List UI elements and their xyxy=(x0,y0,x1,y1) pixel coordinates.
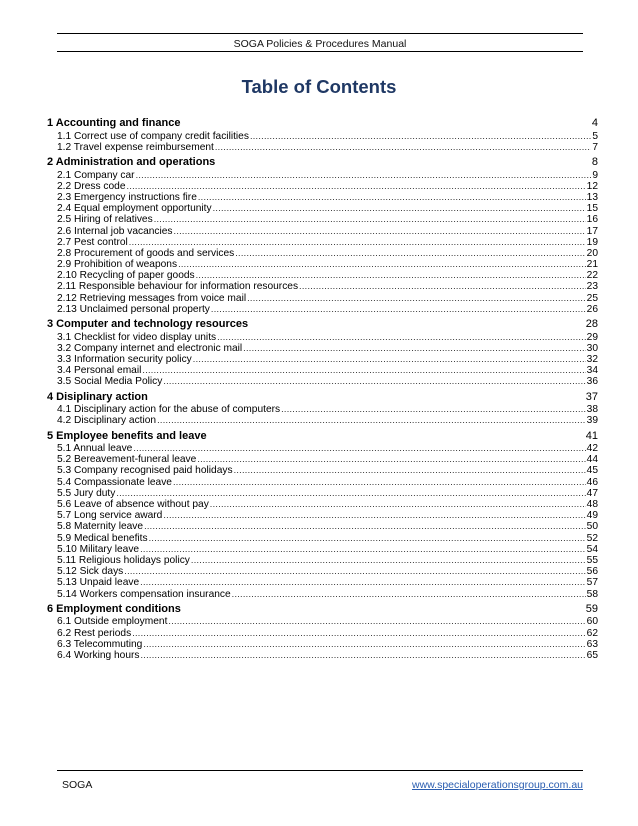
toc-entry-title: 3.1 Checklist for video display units xyxy=(57,331,217,343)
toc-entry-title: 6.1 Outside employment xyxy=(57,616,168,628)
toc-entry-title: 2.1 Company car xyxy=(57,169,135,181)
toc-entry-title: 5.13 Unpaid leave xyxy=(57,577,140,589)
toc-dot-leader xyxy=(247,293,586,304)
toc-section-title: 3 Computer and technology resources xyxy=(47,318,249,330)
toc-dot-leader xyxy=(281,404,586,415)
toc-entry-page: 36 xyxy=(586,376,598,388)
toc-dot-leader xyxy=(163,376,585,387)
toc-entry-title: 6.2 Rest periods xyxy=(57,627,132,639)
toc-entry-title: 5.12 Sick days xyxy=(57,566,124,578)
toc-dot-leader xyxy=(144,521,586,532)
toc-dot-leader xyxy=(299,281,586,292)
toc-entry-page: 26 xyxy=(586,303,598,315)
toc-entry[interactable] xyxy=(47,343,598,354)
toc-entry-title: 2.10 Recycling of paper goods xyxy=(57,270,195,282)
toc-entry-title: 2.11 Responsible behaviour for information resources xyxy=(57,281,299,293)
toc-entry[interactable] xyxy=(47,566,598,577)
toc-entry[interactable] xyxy=(47,376,598,387)
toc-dot-leader xyxy=(157,415,586,426)
toc-dot-leader xyxy=(235,248,585,259)
toc-entry-page: 49 xyxy=(586,510,598,522)
toc-entry-title: 2.12 Retrieving messages from voice mail xyxy=(57,292,247,304)
toc-entry-title: 5.2 Bereavement-funeral leave xyxy=(57,454,197,466)
toc-dot-leader xyxy=(140,577,586,588)
toc-entry-page: 21 xyxy=(586,259,598,271)
toc-entry-page: 60 xyxy=(586,616,598,628)
toc-entry[interactable] xyxy=(47,270,598,281)
toc-entry-page: 42 xyxy=(586,443,598,455)
toc-entry-title: 5.1 Annual leave xyxy=(57,443,133,455)
toc-entry-page: 34 xyxy=(586,365,598,377)
footer-company: SOGA xyxy=(62,779,93,791)
toc-entry[interactable] xyxy=(47,488,598,499)
toc-dot-leader xyxy=(141,650,586,661)
toc-entry[interactable] xyxy=(47,589,598,600)
toc-dot-leader xyxy=(215,142,591,153)
toc-section-heading[interactable] xyxy=(47,117,598,131)
toc-entry-title: 1.1 Correct use of company credit facilities xyxy=(57,130,249,142)
toc-section-page: 37 xyxy=(585,390,598,403)
toc-entry[interactable] xyxy=(47,477,598,488)
toc-dot-leader xyxy=(129,237,586,248)
toc-section-heading[interactable] xyxy=(47,391,598,405)
toc-entry-title: 6.3 Telecommuting xyxy=(57,638,143,650)
toc-dot-leader xyxy=(168,616,585,627)
toc-entry-page: 15 xyxy=(586,203,598,215)
table-of-contents xyxy=(47,117,598,661)
toc-entry-page: 45 xyxy=(586,465,598,477)
header-rule xyxy=(57,33,583,34)
toc-entry[interactable] xyxy=(47,226,598,237)
toc-entry[interactable] xyxy=(47,415,598,426)
toc-entry[interactable] xyxy=(47,354,598,365)
toc-dot-leader xyxy=(143,639,585,650)
toc-section-heading[interactable] xyxy=(47,430,598,444)
toc-dot-leader xyxy=(232,589,586,600)
toc-entry[interactable] xyxy=(47,248,598,259)
toc-entry[interactable] xyxy=(47,533,598,544)
toc-dot-leader xyxy=(217,332,586,343)
toc-entry[interactable] xyxy=(47,259,598,270)
toc-dot-leader xyxy=(133,443,585,454)
toc-entry-page: 65 xyxy=(586,649,598,661)
toc-dot-leader xyxy=(116,488,585,499)
toc-entry-title: 5.9 Medical benefits xyxy=(57,532,148,544)
toc-section-page: 8 xyxy=(591,155,598,168)
toc-dot-leader xyxy=(163,510,585,521)
toc-dot-leader xyxy=(174,226,586,237)
toc-entry-title: 5.7 Long service award xyxy=(57,510,163,522)
toc-entry-page: 29 xyxy=(586,331,598,343)
toc-entry-page: 47 xyxy=(586,487,598,499)
toc-dot-leader xyxy=(243,343,585,354)
toc-dot-leader xyxy=(127,181,586,192)
toc-entry-page: 54 xyxy=(586,543,598,555)
toc-entry-title: 4.1 Disciplinary action for the abuse of computers xyxy=(57,404,281,416)
toc-dot-leader xyxy=(132,628,585,639)
toc-entry-page: 16 xyxy=(586,214,598,226)
toc-entry[interactable] xyxy=(47,628,598,639)
toc-entry-page: 50 xyxy=(586,521,598,533)
toc-entry[interactable] xyxy=(47,544,598,555)
toc-entry[interactable] xyxy=(47,142,598,153)
toc-entry[interactable] xyxy=(47,304,598,315)
toc-entry[interactable] xyxy=(47,454,598,465)
toc-dot-leader xyxy=(149,533,586,544)
toc-section-page: 4 xyxy=(591,117,598,129)
toc-dot-leader xyxy=(124,566,585,577)
running-header: SOGA Policies & Procedures Manual xyxy=(233,38,407,50)
toc-entry-page: 57 xyxy=(586,577,598,589)
toc-dot-leader xyxy=(210,499,586,510)
toc-entry-page: 9 xyxy=(592,169,598,181)
toc-entry-page: 13 xyxy=(586,191,598,203)
toc-dot-leader xyxy=(250,131,591,142)
toc-entry[interactable] xyxy=(47,404,598,415)
toc-entry[interactable] xyxy=(47,510,598,521)
toc-entry-title: 4.2 Disciplinary action xyxy=(57,415,157,427)
toc-entry-title: 2.7 Pest control xyxy=(57,236,128,248)
toc-entry[interactable] xyxy=(47,555,598,566)
toc-entry-title: 5.3 Company recognised paid holidays xyxy=(57,465,233,477)
toc-entry[interactable] xyxy=(47,332,598,343)
toc-entry-title: 3.3 Information security policy xyxy=(57,353,192,365)
toc-entry[interactable] xyxy=(47,616,598,627)
toc-dot-leader xyxy=(136,170,592,181)
toc-entry-title: 3.4 Personal email xyxy=(57,365,142,377)
toc-entry[interactable] xyxy=(47,181,598,192)
toc-entry-page: 23 xyxy=(586,281,598,293)
toc-entry-title: 2.5 Hiring of relatives xyxy=(57,214,153,226)
toc-entry[interactable] xyxy=(47,443,598,454)
toc-entry[interactable] xyxy=(47,214,598,225)
toc-section-title: 5 Employee benefits and leave xyxy=(47,429,207,442)
toc-entry-title: 2.4 Equal employment opportunity xyxy=(57,203,212,215)
toc-dot-leader xyxy=(178,259,586,270)
footer-website-link[interactable]: www.specialoperationsgroup.com.au xyxy=(411,779,583,791)
toc-entry[interactable] xyxy=(47,293,598,304)
toc-entry-page: 38 xyxy=(586,404,598,416)
toc-section-title: 4 Disiplinary action xyxy=(47,390,148,403)
toc-entry-page: 58 xyxy=(586,588,598,600)
toc-entry-page: 52 xyxy=(586,532,598,544)
toc-section-title: 1 Accounting and finance xyxy=(47,117,181,129)
toc-section-page: 41 xyxy=(585,429,598,442)
toc-entry[interactable] xyxy=(47,192,598,203)
toc-entry-page: 32 xyxy=(586,353,598,365)
toc-entry-title: 1.2 Travel expense reimbursement xyxy=(57,141,214,153)
toc-section-title: 6 Employment conditions xyxy=(47,602,181,615)
toc-entry-page: 12 xyxy=(586,180,598,192)
page-title: Table of Contents xyxy=(241,76,397,97)
toc-entry-title: 2.9 Prohibition of weapons xyxy=(57,259,178,271)
toc-entry-page: 30 xyxy=(586,342,598,354)
toc-entry-title: 2.8 Procurement of goods and services xyxy=(57,247,235,259)
toc-entry-page: 56 xyxy=(586,566,598,578)
toc-entry-page: 17 xyxy=(586,225,598,237)
toc-entry-title: 2.2 Dress code xyxy=(57,180,126,192)
toc-entry-title: 3.2 Company internet and electronic mail xyxy=(57,342,243,354)
toc-entry[interactable] xyxy=(47,577,598,588)
toc-entry-page: 62 xyxy=(586,627,598,639)
toc-entry-page: 63 xyxy=(586,638,598,650)
toc-entry[interactable] xyxy=(47,131,598,142)
toc-entry[interactable] xyxy=(47,465,598,476)
toc-entry-title: 2.13 Unclaimed personal property xyxy=(57,303,210,315)
toc-section-heading[interactable] xyxy=(47,603,598,617)
toc-entry-title: 5.5 Jury duty xyxy=(57,487,116,499)
toc-entry-page: 22 xyxy=(586,270,598,282)
toc-entry[interactable] xyxy=(47,281,598,292)
toc-entry[interactable] xyxy=(47,203,598,214)
toc-entry-title: 3.5 Social Media Policy xyxy=(57,376,163,388)
toc-dot-leader xyxy=(140,544,586,555)
toc-entry-title: 5.10 Military leave xyxy=(57,543,140,555)
toc-entry-page: 7 xyxy=(592,141,598,153)
toc-section-heading[interactable] xyxy=(47,318,598,332)
toc-entry-page: 25 xyxy=(586,292,598,304)
toc-entry-page: 48 xyxy=(586,499,598,511)
toc-entry-title: 2.6 Internal job vacancies xyxy=(57,225,173,237)
toc-entry-page: 44 xyxy=(586,454,598,466)
toc-entry[interactable] xyxy=(47,365,598,376)
toc-dot-leader xyxy=(193,354,586,365)
toc-dot-leader xyxy=(197,454,585,465)
toc-dot-leader xyxy=(198,192,586,203)
toc-entry[interactable] xyxy=(47,639,598,650)
toc-dot-leader xyxy=(142,365,585,376)
toc-entry[interactable] xyxy=(47,499,598,510)
toc-entry-title: 5.14 Workers compensation insurance xyxy=(57,588,231,600)
toc-dot-leader xyxy=(191,555,586,566)
toc-dot-leader xyxy=(213,203,586,214)
toc-entry-title: 5.8 Maternity leave xyxy=(57,521,144,533)
toc-entry-page: 55 xyxy=(586,554,598,566)
toc-section-heading[interactable] xyxy=(47,156,598,170)
toc-dot-leader xyxy=(211,304,586,315)
toc-entry[interactable] xyxy=(47,650,598,661)
toc-section-title: 2 Administration and operations xyxy=(47,155,216,168)
toc-entry-title: 5.11 Religious holidays policy xyxy=(57,554,190,566)
toc-section-page: 59 xyxy=(585,602,598,615)
toc-entry[interactable] xyxy=(47,170,598,181)
toc-entry-page: 20 xyxy=(586,247,598,259)
toc-entry-page: 46 xyxy=(586,476,598,488)
toc-entry-title: 2.3 Emergency instructions fire xyxy=(57,191,197,203)
toc-entry-page: 39 xyxy=(586,415,598,427)
toc-entry-page: 5 xyxy=(592,130,598,142)
toc-entry-title: 5.4 Compassionate leave xyxy=(57,476,172,488)
toc-entry-title: 6.4 Working hours xyxy=(57,649,140,661)
toc-dot-leader xyxy=(234,465,586,476)
header-rule-bottom xyxy=(57,51,583,52)
toc-dot-leader xyxy=(173,477,586,488)
toc-dot-leader xyxy=(154,214,586,225)
toc-dot-leader xyxy=(196,270,586,281)
toc-section-page: 28 xyxy=(585,318,598,330)
toc-entry-page: 19 xyxy=(586,236,598,248)
footer-rule xyxy=(57,770,583,771)
toc-entry[interactable] xyxy=(47,237,598,248)
toc-entry[interactable] xyxy=(47,521,598,532)
toc-entry-title: 5.6 Leave of absence without pay xyxy=(57,499,209,511)
